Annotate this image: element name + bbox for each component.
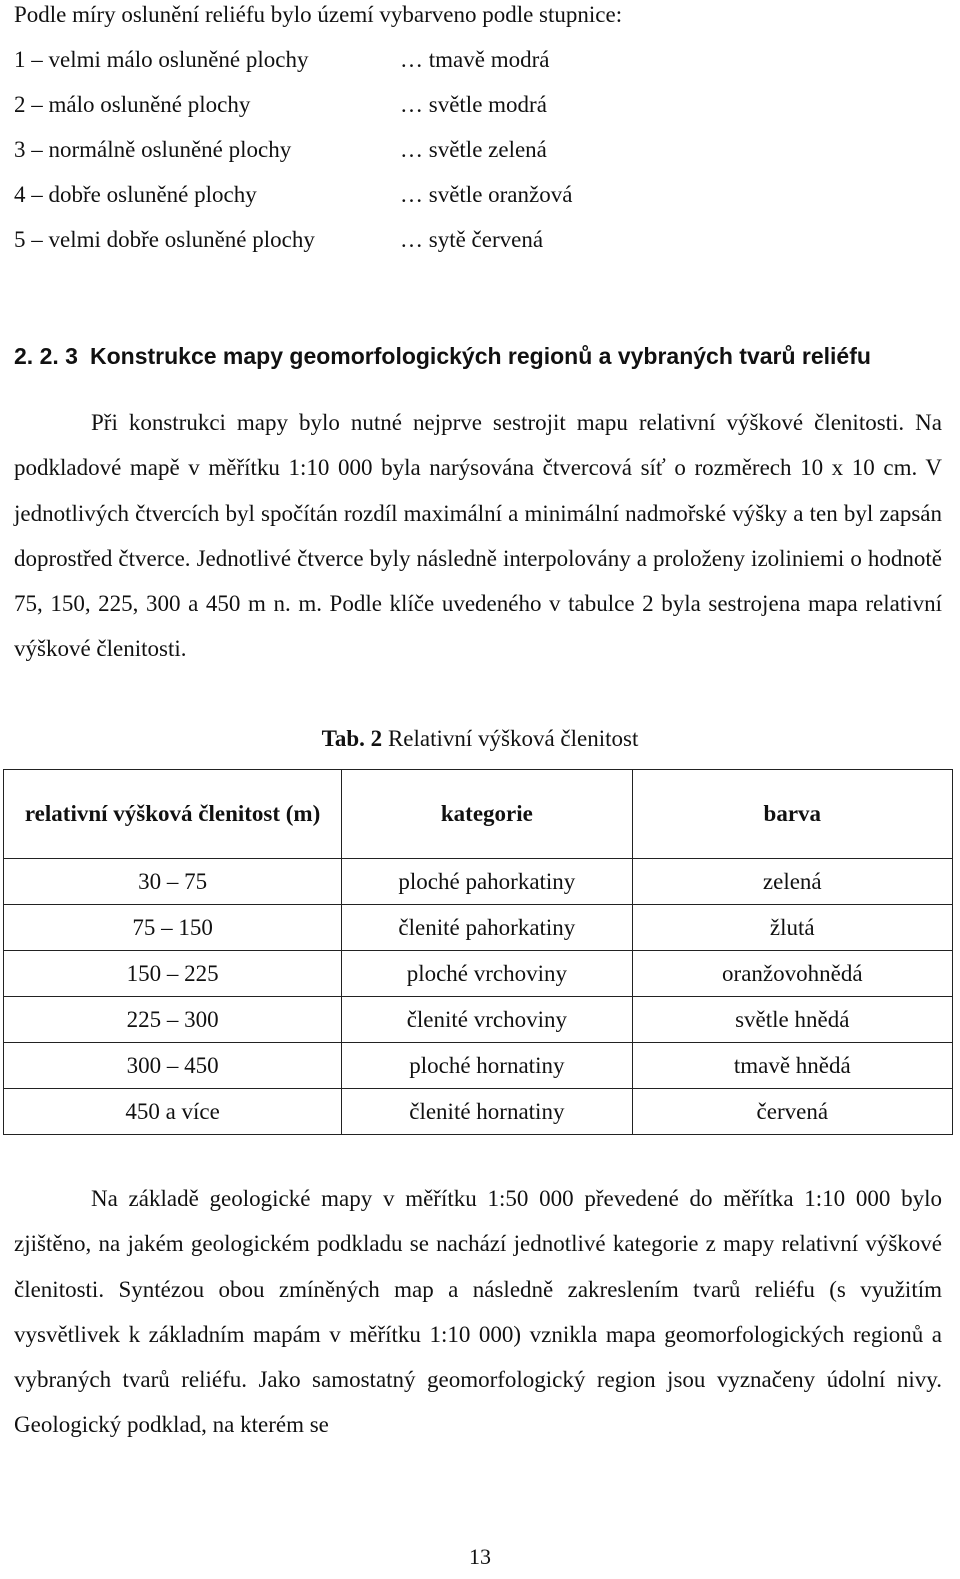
paragraph-1 [14, 400, 942, 672]
table-cell: ploché pahorkatiny [342, 859, 632, 905]
table-cell: 75 – 150 [4, 905, 342, 951]
scale-label: 4 – dobře osluněné plochy [14, 182, 257, 207]
table-cell: žlutá [632, 905, 952, 951]
table-cell: 450 a více [4, 1089, 342, 1135]
scale-label: 2 – málo osluněné plochy [14, 92, 251, 117]
scale-color: … světle zelená [400, 137, 547, 162]
scale-color: … světle modrá [400, 92, 547, 117]
scale-color: … tmavě modrá [400, 47, 550, 72]
table-header-cell: relativní výšková členitost (m) [4, 770, 342, 859]
paragraph-1-text: Při konstrukci mapy bylo nutné nejprve sestrojit mapu relativní výškové členitosti. Na podkladové mapě v měřítku 1:10 000 byla narýsována čtvercová síť o rozměrech 10 x 10 cm. V jednotlivých čtvercích byl spočítán rozdíl maximální a minimální nadmořské výšky a ten byl zapsán doprostřed čtverce. Jednotlivé čtverce byly následně interpolovány a proloženy izoliniemi o hodnotě 75, 150, 225, 300 a 450 m n. m. Podle klíče uvedeného v tabulce 2 byla sestrojena mapa relativní výškové členitosti. [14, 410, 942, 662]
relief-table [3, 769, 953, 1135]
paragraph-2-text: Na základě geologické mapy v měřítku 1:50 000 převedené do měřítka 1:10 000 bylo zjištěno, na jakém geologickém podkladu se nachází jednotlivé kategorie z mapy relativní výškové členitosti. Syntézou obou zmíněných map a následně zakreslením tvarů reliéfu (s využitím vysvětlivek k základním mapám v měřítku 1:10 000) vznikla mapa geomorfologických regionů a vybraných tvarů reliéfu. Jako samostatný geomorfologický region jsou vyznačeny údolní nivy. Geologický podklad, na kterém se [14, 1186, 942, 1438]
table-caption [0, 724, 960, 754]
table-caption-label: Tab. 2 [321, 726, 383, 751]
table-cell: ploché hornatiny [342, 1043, 632, 1089]
page-number: 13 [469, 1544, 491, 1569]
paragraph-2 [14, 1176, 942, 1448]
scale-label: 5 – velmi dobře osluněné plochy [14, 227, 315, 252]
table-header-cell: barva [632, 770, 952, 859]
scale-row-5 [14, 226, 543, 254]
scale-color: … světle oranžová [400, 182, 573, 207]
table-cell: světle hnědá [632, 997, 952, 1043]
table-cell: členité hornatiny [342, 1089, 632, 1135]
intro-text: Podle míry oslunění reliéfu bylo území vybarveno podle stupnice: [14, 2, 623, 27]
table-cell: oranžovohnědá [632, 951, 952, 997]
table-cell: členité pahorkatiny [342, 905, 632, 951]
table-cell: 30 – 75 [4, 859, 342, 905]
table-cell: 150 – 225 [4, 951, 342, 997]
table-cell: 300 – 450 [4, 1043, 342, 1089]
scale-label: 1 – velmi málo osluněné plochy [14, 47, 309, 72]
table-row [4, 859, 953, 905]
table-row [4, 1043, 953, 1089]
scale-color: … sytě červená [400, 227, 544, 252]
table-cell: zelená [632, 859, 952, 905]
table-row [4, 951, 953, 997]
scale-row-2 [14, 91, 547, 119]
scale-row-4 [14, 181, 572, 209]
table-row [4, 905, 953, 951]
table-header-row [4, 770, 953, 859]
table-row [4, 1089, 953, 1135]
table-caption-text: Relativní výšková členitost [382, 726, 639, 751]
scale-row-1 [14, 46, 549, 74]
table-cell: členité vrchoviny [342, 997, 632, 1043]
scale-row-3 [14, 136, 547, 164]
table-header-cell: kategorie [342, 770, 632, 859]
section-title: Konstrukce mapy geomorfologických regionů a vybraných tvarů reliéfu [90, 343, 871, 369]
scale-label: 3 – normálně osluněné plochy [14, 137, 292, 162]
section-number: 2. 2. 3 [14, 343, 78, 369]
table-cell: červená [632, 1089, 952, 1135]
table-row [4, 997, 953, 1043]
section-heading [14, 341, 944, 371]
table-cell: tmavě hnědá [632, 1043, 952, 1089]
table-cell: 225 – 300 [4, 997, 342, 1043]
table-cell: ploché vrchoviny [342, 951, 632, 997]
